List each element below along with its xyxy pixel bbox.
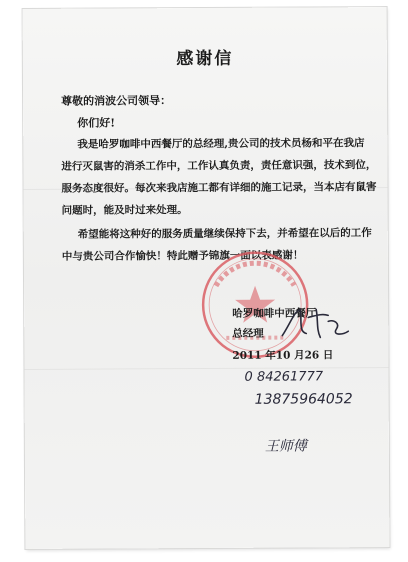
- letter-salutation: 尊敬的消波公司领导：: [61, 94, 172, 108]
- paragraph1-line: 问题时，能及时过来处理。: [61, 204, 188, 217]
- paragraph1-line: 我是哈罗咖啡中西餐厅的总经理,贵公司的技术员杨和平在我店: [77, 137, 365, 151]
- signature-company: 哈罗咖啡中西餐厅: [232, 307, 317, 320]
- letter-title: 感谢信: [176, 48, 234, 70]
- paper-fold: [24, 367, 388, 370]
- handwritten-name: 王师傅: [264, 438, 307, 455]
- handwritten-phone-1: 0 84261777: [244, 369, 324, 385]
- letter-greeting: 你们好!: [77, 116, 116, 130]
- paragraph2-line: 中与贵公司合作愉快！特此赠予锦旗一面以表感谢！: [61, 249, 304, 263]
- letter-page: [23, 7, 390, 549]
- handwritten-phone-2: 13875964052: [254, 391, 353, 408]
- paragraph1-line: 进行灭鼠害的消杀工作中，工作认真负责，责任意识强，技术到位，: [61, 159, 377, 173]
- handwritten-signature: [278, 305, 352, 341]
- paragraph1-line: 服务态度很好。每次来我店施工都有详细的施工记录，当本店有鼠害: [61, 181, 377, 195]
- signature-manager-label: 总经理: [232, 327, 264, 340]
- signature-date: 2011 年10 月26 日: [232, 349, 334, 362]
- paragraph2-line: 希望能将这种好的服务质量继续保持下去，并希望在以后的工作: [77, 227, 372, 241]
